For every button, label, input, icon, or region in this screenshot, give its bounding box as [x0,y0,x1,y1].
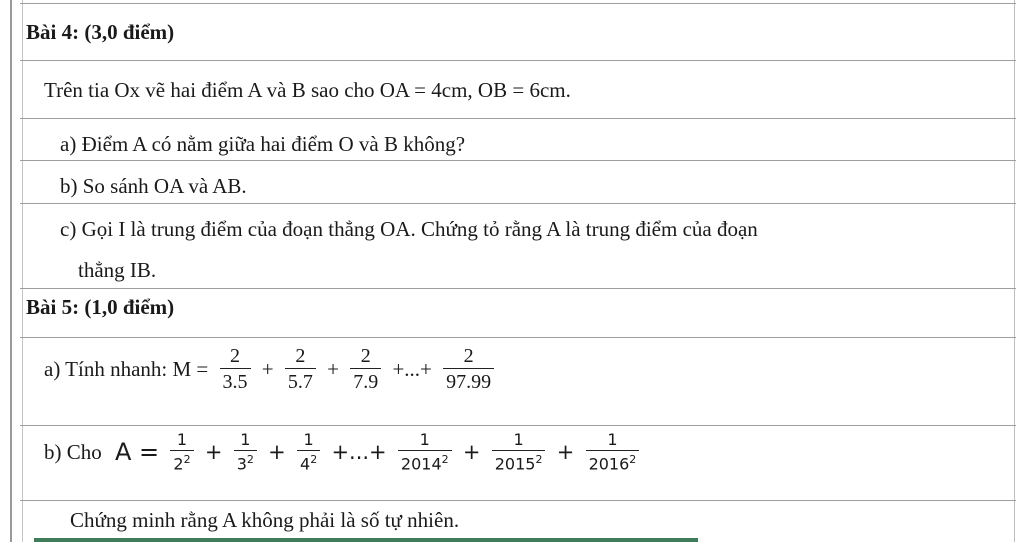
power-exponent: 2 [535,453,543,466]
power-exponent: 2 [629,453,637,466]
power-base: 2015 [494,454,536,474]
fraction [398,432,452,472]
fraction-denominator [234,450,257,472]
bai5-question-a [44,346,496,392]
fraction-numerator: 2 [230,345,241,367]
divider [20,3,1016,4]
bai4-question-c-line2: thẳng IB. [78,258,157,282]
fraction-numerator: 1 [419,430,430,449]
fraction-denominator [297,450,320,472]
power-base: 2014 [400,454,442,474]
power-exponent: 2 [310,453,318,466]
divider [20,500,1016,501]
fraction-numerator: 1 [607,430,618,449]
fraction-numerator: 2 [463,345,474,367]
fraction-numerator: 1 [176,430,188,449]
bai5-b-prefix: b) Cho [44,439,102,464]
power-base: 4 [300,454,311,474]
power-exponent: 2 [441,453,449,466]
left-border [10,0,12,542]
fraction-numerator: 1 [240,430,251,449]
fraction [297,432,320,472]
variable-a: A = [115,438,160,467]
bai4-question-c-line1: c) Gọi I là trung điểm của đoạn thẳng OA. Chứng tỏ rằng A là trung điểm của đoạn [60,217,758,241]
ellipsis-operator: +...+ [392,356,432,381]
fraction [234,432,257,472]
power-base: 3 [236,454,247,474]
fraction-denominator [586,450,640,472]
bai4-question-a: a) Điểm A có nằm giữa hai điểm O và B không? [60,132,466,156]
bai5-conclusion: Chứng minh rằng A không phải là số tự nhiên. [70,508,460,532]
fraction [285,346,316,392]
divider [20,288,1016,289]
fraction [170,432,193,472]
power-base: 2016 [588,454,630,474]
fraction [350,346,381,392]
fraction-denominator [492,450,546,472]
power-base: 2 [173,454,184,474]
right-border [1014,0,1015,542]
fraction-numerator: 2 [360,345,371,367]
fraction-denominator: 7.9 [350,368,381,392]
left-inner-border [22,0,23,542]
bai4-title: Bài 4: (3,0 điểm) [26,20,175,44]
fraction-denominator: 5.7 [285,368,316,392]
fraction-denominator: 97.99 [443,368,494,392]
divider [20,118,1016,119]
fraction-numerator: 1 [513,430,524,449]
divider [20,160,1016,161]
fraction-numerator: 1 [303,430,314,449]
plus-operator: + [261,356,274,381]
bai4-question-b: b) So sánh OA và AB. [60,174,247,198]
divider [20,425,1016,426]
bai5-title: Bài 5: (1,0 điểm) [26,295,175,319]
plus-operator: + [204,439,223,464]
bai4-intro: Trên tia Ox vẽ hai điểm A và B sao cho OA = 4cm, OB = 6cm. [44,78,571,102]
plus-operator: + [327,356,339,381]
fraction-denominator [398,450,452,472]
fraction-denominator: 3.5 [220,368,251,392]
fraction [492,432,546,472]
fraction [220,346,251,392]
fraction-denominator [170,450,193,472]
divider [20,60,1016,61]
fraction-numerator: 2 [295,345,306,367]
divider [20,337,1016,338]
bai5-question-b [44,432,641,472]
plus-operator: + [268,439,286,464]
divider [20,203,1016,204]
bai5-a-prefix: a) Tính nhanh: M = [44,356,209,381]
power-exponent: 2 [183,453,191,466]
bottom-accent-bar [34,538,698,542]
plus-operator: + [556,439,575,464]
fraction [586,432,640,472]
ellipsis-operator: +...+ [331,439,387,464]
power-exponent: 2 [246,453,254,466]
plus-operator: + [462,439,481,464]
fraction [443,346,494,392]
